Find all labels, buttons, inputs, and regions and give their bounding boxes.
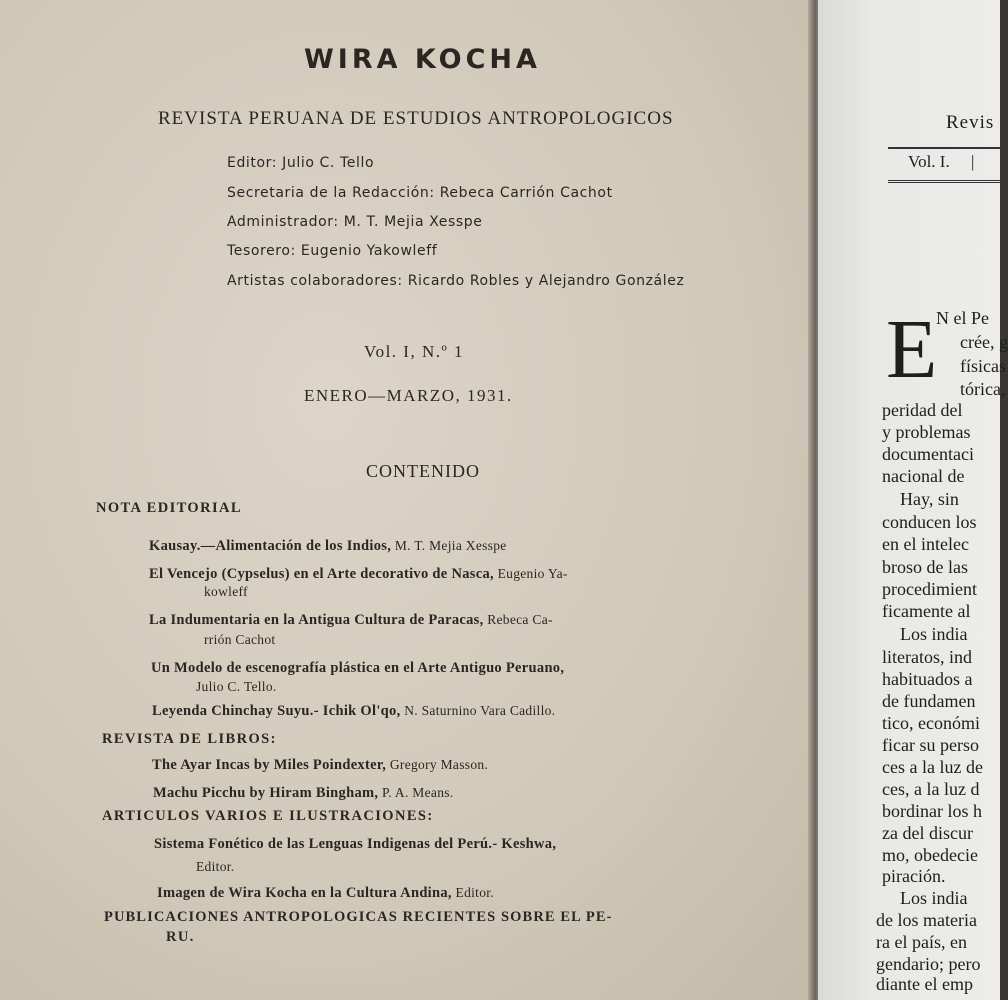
section-publicaciones: PUBLICACIONES ANTROPOLOGICAS RECIENTES SOBRE EL PE- [104,909,613,925]
drop-cap: E [886,303,938,396]
toc-entry [153,785,453,802]
body-text-line: de fundamen [882,691,976,711]
toc-entry [149,612,553,629]
entry-author: Eugenio Ya- [493,566,568,581]
body-text-line: tórica, [960,379,1006,399]
body-text-line: conducen los [882,512,977,532]
toc-entry [149,566,568,583]
right-page-heading: Revis [946,112,995,133]
body-text-line: Los india [900,624,968,644]
body-text-line: de los materia [876,910,977,930]
entry-author: P. A. Means. [378,785,454,800]
entry-continuation: Julio C. Tello. [196,679,277,694]
body-text-line: literatos, ind [882,647,972,667]
body-text-line: tico, económi [882,713,980,733]
toc-entry [152,703,555,720]
right-page [818,0,1008,1000]
body-text-line: procedimient [882,579,977,599]
toc-entry [149,538,507,555]
header-double-rule [888,180,1000,183]
section-articulos-varios: ARTICULOS VARIOS E ILUSTRACIONES: [102,808,434,824]
body-text-line: ficar su perso [882,735,979,755]
entry-title: Un Modelo de escenografía plástica en el Arte Antiguo Peruano, [151,660,565,676]
entry-title: El Vencejo (Cypselus) en el Arte decorativo de Nasca, [149,566,494,582]
toc-entry [157,885,494,902]
header-separator: | [971,152,975,171]
body-text-line: ra el país, en [876,932,967,952]
entry-title: Kausay.—Alimentación de los Indios, [149,538,392,554]
body-text-line: y problemas [882,422,971,442]
staff-administrator: Administrador: M. T. Mejia Xesspe [227,214,483,230]
toc-entry [152,757,488,774]
entry-continuation: kowleff [204,584,248,599]
entry-title: La Indumentaria en la Antigua Cultura de Paracas, [149,612,484,628]
body-text-line: ficamente al [882,601,971,621]
section-publicaciones-continuation: RU. [166,929,195,945]
body-text-line: bordinar los h [882,801,982,821]
body-text-line: za del discur [882,823,973,843]
entry-author: Rebeca Ca- [483,612,553,627]
journal-title: WIRA KOCHA [304,44,541,75]
body-text-line: Hay, sin [900,489,959,509]
body-text-line: broso de las [882,557,968,577]
section-nota-editorial: NOTA EDITORIAL [96,500,242,516]
body-text-line: Los india [900,888,968,908]
body-text-line: mo, obedecie [882,845,978,865]
body-text-line: habituados a [882,669,973,689]
entry-continuation: rrión Cachot [204,632,276,647]
body-text-line: documentaci [882,444,974,464]
body-text-line: físicas [960,356,1006,376]
header-rule [888,147,1000,149]
entry-title: The Ayar Incas by Miles Poindexter, [152,757,387,773]
body-text-line: piración. [882,866,946,886]
volume-number: Vol. I, N.º 1 [364,342,465,361]
body-text-line: crée, g [960,332,1008,352]
body-text-line: nacional de [882,466,965,486]
staff-treasurer: Tesorero: Eugenio Yakowleff [227,243,438,259]
toc-entry [154,836,556,853]
toc-entry [151,660,564,677]
body-text-line: ces, a la luz d [882,779,980,799]
staff-editor: Editor: Julio C. Tello [227,155,375,171]
entry-title: Leyenda Chinchay Suyu.- Ichik Ol'qo, [152,703,401,719]
entry-author: Editor. [451,885,495,900]
entry-title: Imagen de Wira Kocha en la Cultura Andina, [157,885,452,901]
entry-title: Machu Picchu by Hiram Bingham, [153,785,379,801]
staff-secretary: Secretaria de la Redacción: Rebeca Carrión Cachot [227,185,613,201]
body-text-line: ces a la luz de [882,757,983,777]
section-revista-de-libros: REVISTA DE LIBROS: [102,731,277,747]
contents-heading: CONTENIDO [366,461,480,481]
entry-author: N. Saturnino Vara Cadillo. [400,703,556,718]
journal-subtitle: REVISTA PERUANA DE ESTUDIOS ANTROPOLOGICOS [158,108,674,129]
entry-author: M. T. Mejia Xesspe [391,538,507,553]
staff-artists: Artistas colaboradores: Ricardo Robles y Alejandro González [227,273,685,289]
body-text-line: N el Pe [936,308,989,328]
entry-continuation: Editor. [196,859,235,874]
right-page-volume: Vol. I. [908,152,950,171]
body-text-line: peridad del [882,400,963,420]
body-text-line: diante el emp [876,974,973,994]
body-text-line: gendario; pero [876,954,981,974]
entry-title: Sistema Fonético de las Lenguas Indigenas del Perú.- Keshwa, [154,836,557,852]
entry-author: Gregory Masson. [386,757,489,772]
body-text-line: en el intelec [882,534,969,554]
issue-date: ENERO—MARZO, 1931. [304,386,513,405]
